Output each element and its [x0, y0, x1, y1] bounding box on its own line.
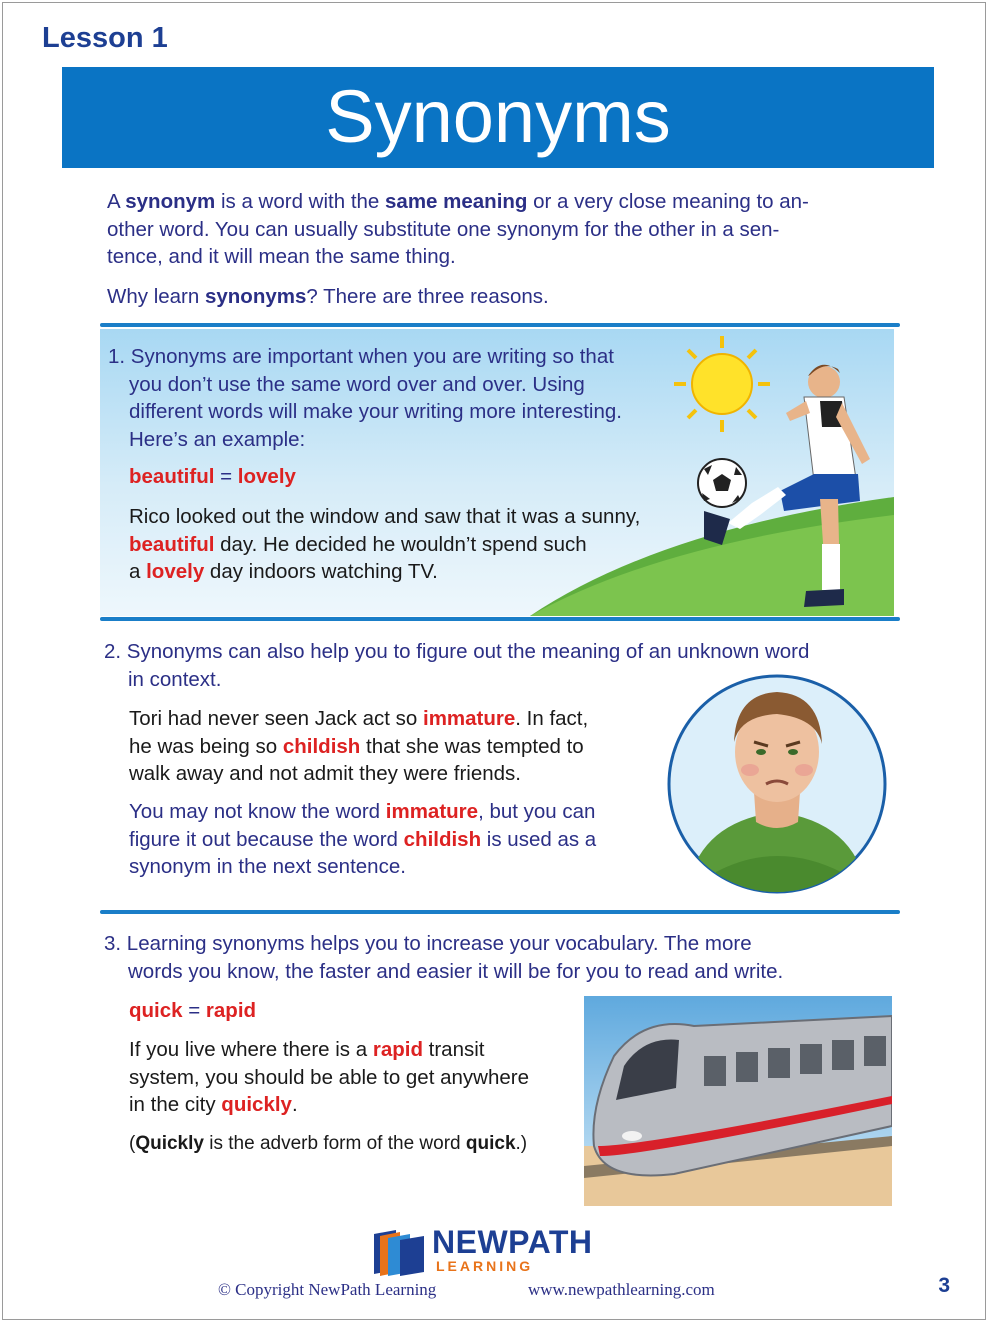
word-rapid: rapid	[372, 1038, 423, 1061]
example-text: Tori had never seen Jack act so	[129, 707, 423, 730]
equals-sign: =	[182, 999, 206, 1022]
logo-subtext: LEARNING	[436, 1258, 534, 1274]
section3-line: words you know, the faster and easier it will be for you to read and write.	[128, 959, 784, 983]
example-line: walk away and not admit they were friends.	[129, 762, 521, 785]
frowning-boy-illustration	[666, 672, 888, 896]
section1-example	[129, 503, 640, 586]
logo-wordmark: NEWPATH	[432, 1224, 593, 1260]
section1-line: you don’t use the same word over and over. Using	[129, 372, 585, 396]
term-same-meaning: same meaning	[385, 190, 528, 213]
section1-line: different words will make your writing more interesting.	[129, 400, 622, 423]
section3-line: 3. Learning synonyms helps you to increase your vocabulary. The more	[104, 932, 752, 955]
word-quick: quick	[129, 999, 183, 1022]
note-text: is the adverb form of the word	[203, 1133, 466, 1154]
example-text: day. He decided he wouldn’t spend such	[214, 532, 587, 556]
word-beautiful: beautiful	[129, 465, 215, 488]
word-lovely: lovely	[237, 465, 296, 488]
word-quickly: Quickly	[135, 1133, 204, 1154]
intro-line: tence, and it will mean the same thing.	[107, 245, 456, 268]
word-quickly: quickly	[221, 1093, 292, 1116]
example-text: transit	[422, 1038, 485, 1061]
intro-text: or a very close meaning to an-	[527, 190, 809, 213]
section-divider	[100, 323, 900, 327]
section-divider	[100, 910, 900, 914]
example-line: system, you should be able to get anywhere	[129, 1065, 529, 1089]
page-title: Synonyms	[325, 75, 671, 158]
synonym-pair-1	[129, 463, 296, 491]
term-synonyms: synonyms	[204, 285, 307, 308]
word-immature: immature	[423, 707, 516, 730]
website-url: www.newpathlearning.com	[528, 1280, 715, 1299]
train-illustration	[584, 996, 892, 1206]
example-text: that she was tempted to	[360, 734, 584, 758]
note-text: (	[129, 1133, 136, 1154]
explain-line: synonym in the next sentence.	[129, 855, 406, 878]
adverb-note	[129, 1130, 527, 1158]
example-text: . In fact,	[515, 707, 589, 730]
word-beautiful: beautiful	[129, 532, 215, 556]
sun-icon	[674, 336, 770, 432]
word-rapid: rapid	[205, 999, 257, 1022]
example-text: in the city	[129, 1093, 222, 1116]
explain-text: is used as a	[481, 827, 597, 851]
section2-line: 2. Synonyms can also help you to figure out the meaning of an unknown word	[104, 640, 810, 663]
explain-text: You may not know the word	[129, 800, 386, 823]
intro-text: ? There are three reasons.	[306, 285, 549, 308]
example-line: Rico looked out the window and saw that it was a sunny,	[129, 505, 641, 528]
example-text: If you live where there is a	[129, 1038, 373, 1061]
equals-sign: =	[214, 465, 238, 488]
intro-text: A	[107, 190, 126, 213]
example-text: he was being so	[129, 734, 283, 758]
synonym-pair-3	[129, 997, 256, 1025]
soccer-ball-icon	[698, 459, 746, 507]
section2-line: in context.	[128, 667, 222, 691]
section3-text	[104, 930, 783, 985]
section1-line: 1. Synonyms are important when you are writing so that	[108, 345, 614, 368]
page-number: 3	[938, 1274, 950, 1297]
intro-paragraph	[107, 188, 897, 271]
copyright-text: © Copyright NewPath Learning	[218, 1280, 437, 1299]
lesson-label: Lesson 1	[42, 22, 168, 54]
section-divider	[100, 617, 900, 621]
intro-text: Why learn	[107, 285, 205, 308]
section3-example	[129, 1036, 529, 1119]
example-text: day indoors watching TV.	[204, 560, 438, 583]
term-synonym: synonym	[125, 190, 216, 213]
section2-example	[129, 705, 588, 788]
example-text: .	[291, 1093, 298, 1116]
section1-text	[108, 343, 622, 453]
newpath-book-logo-icon	[370, 1226, 428, 1276]
note-text: .)	[515, 1133, 528, 1154]
title-banner	[62, 67, 934, 168]
example-text: a	[129, 560, 147, 583]
word-immature: immature	[385, 800, 479, 823]
intro-text: is a word with the	[215, 190, 386, 213]
word-childish: childish	[403, 827, 482, 851]
intro-line: other word. You can usually substitute one synonym for the other in a sen-	[107, 217, 780, 241]
word-quick: quick	[465, 1133, 516, 1154]
explain-text: , but you can	[478, 800, 596, 823]
why-learn-line	[107, 283, 549, 311]
section2-explanation	[129, 798, 596, 881]
word-childish: childish	[282, 734, 361, 758]
explain-text: figure it out because the word	[129, 827, 404, 851]
word-lovely: lovely	[146, 560, 205, 583]
section1-line: Here’s an example:	[129, 427, 306, 451]
